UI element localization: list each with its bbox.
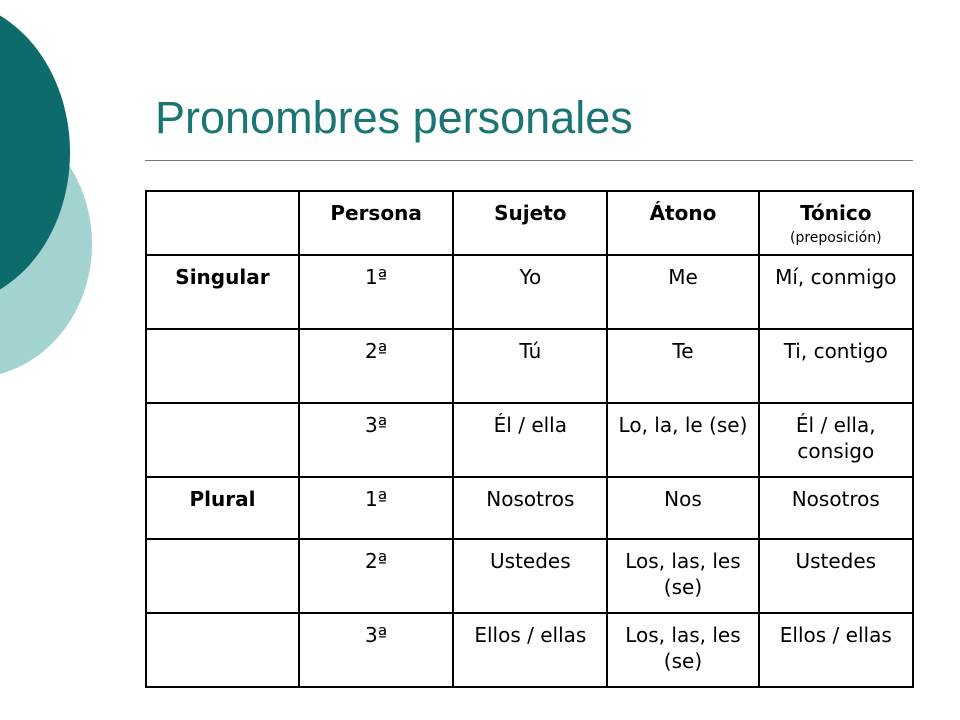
header-atono: Átono [607, 191, 758, 255]
cell-tonico: Ti, contigo [759, 329, 913, 403]
pronouns-table [145, 190, 914, 688]
slide-title: Pronombres personales [155, 92, 633, 143]
cell-atono: Lo, la, le (se) [607, 403, 758, 477]
cell-tonico: Él / ella, consigo [759, 403, 913, 477]
table-row [146, 255, 913, 329]
group-spacer [146, 329, 299, 403]
group-label-plural: Plural [146, 477, 299, 539]
cell-tonico: Ustedes [759, 539, 913, 613]
cell-sujeto: Nosotros [453, 477, 607, 539]
cell-persona: 3ª [299, 613, 453, 687]
group-spacer [146, 403, 299, 477]
table-header-row [146, 191, 913, 255]
group-label-singular: Singular [146, 255, 299, 329]
cell-tonico: Nosotros [759, 477, 913, 539]
group-spacer [146, 539, 299, 613]
cell-atono: Los, las, les (se) [607, 539, 758, 613]
cell-persona: 1ª [299, 255, 453, 329]
cell-tonico: Ellos / ellas [759, 613, 913, 687]
cell-tonico: Mí, conmigo [759, 255, 913, 329]
cell-sujeto: Ustedes [453, 539, 607, 613]
cell-persona: 3ª [299, 403, 453, 477]
title-divider [145, 160, 913, 161]
table-row [146, 329, 913, 403]
header-blank [146, 191, 299, 255]
cell-persona: 1ª [299, 477, 453, 539]
header-persona: Persona [299, 191, 453, 255]
header-tonico-note: (preposición) [790, 230, 882, 247]
cell-atono: Los, las, les (se) [607, 613, 758, 687]
table-row [146, 539, 913, 613]
cell-sujeto: Tú [453, 329, 607, 403]
table-row [146, 477, 913, 539]
cell-atono: Te [607, 329, 758, 403]
cell-sujeto: Ellos / ellas [453, 613, 607, 687]
table-row [146, 403, 913, 477]
group-spacer [146, 613, 299, 687]
cell-persona: 2ª [299, 539, 453, 613]
header-sujeto: Sujeto [453, 191, 607, 255]
header-tonico [759, 191, 913, 255]
cell-persona: 2ª [299, 329, 453, 403]
cell-atono: Me [607, 255, 758, 329]
table-row [146, 613, 913, 687]
cell-atono: Nos [607, 477, 758, 539]
header-tonico-label: Tónico [800, 201, 872, 225]
cell-sujeto: Yo [453, 255, 607, 329]
cell-sujeto: Él / ella [453, 403, 607, 477]
